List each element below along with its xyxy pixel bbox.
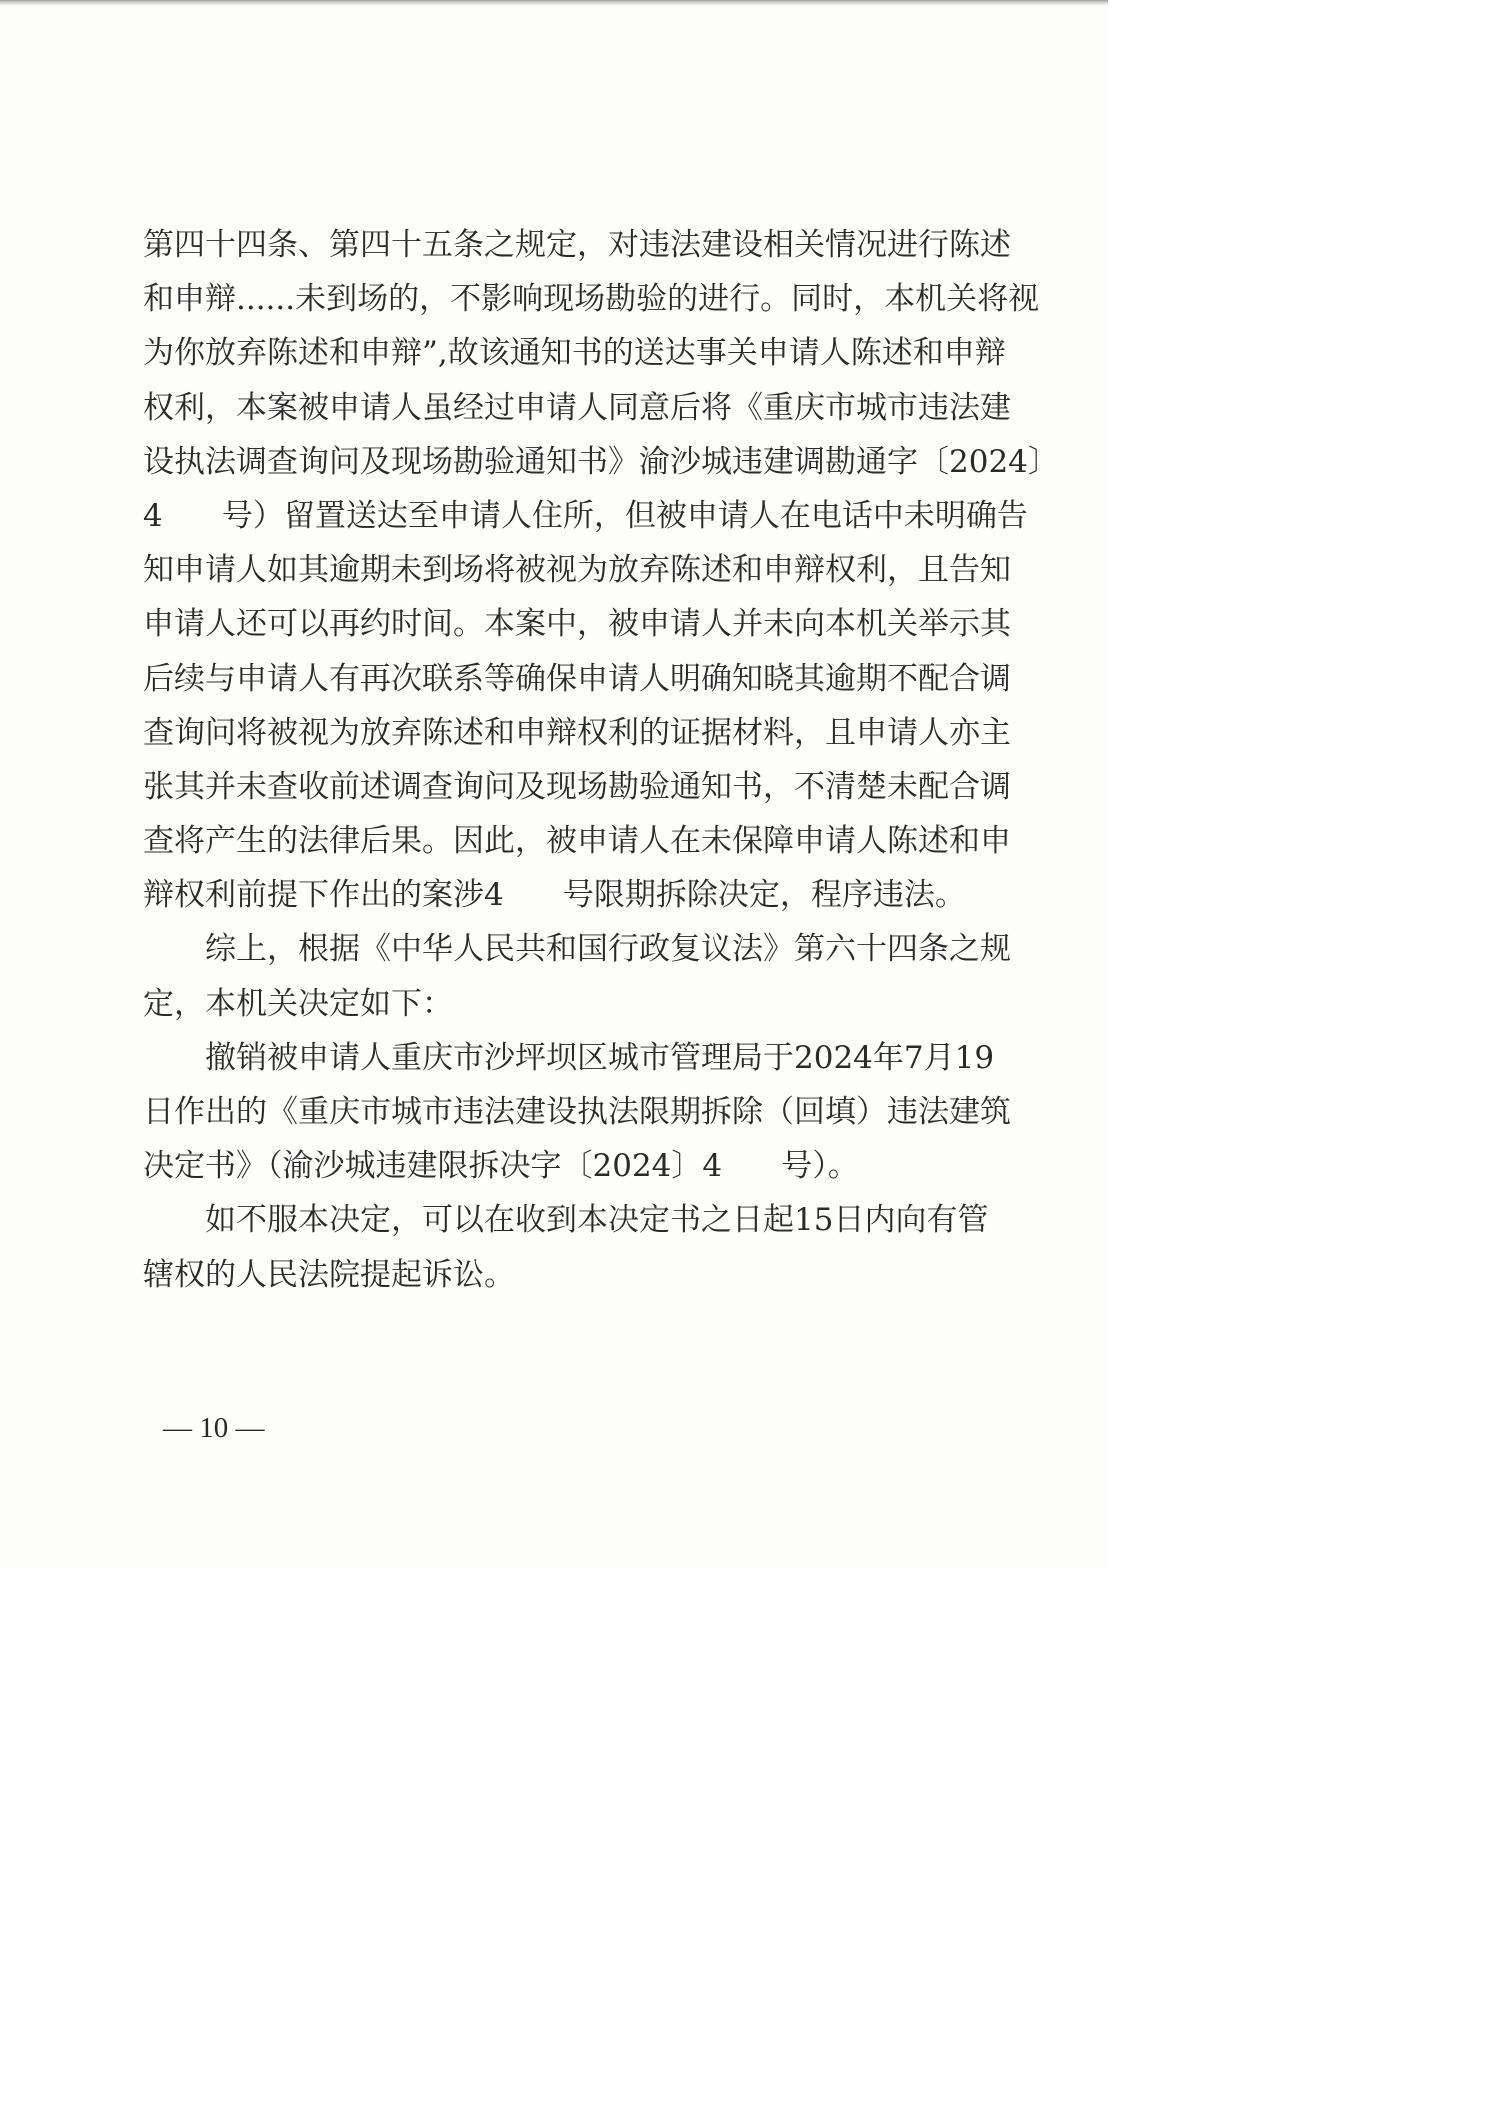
page-number: — 10 — bbox=[163, 1412, 265, 1444]
scan-top-edge bbox=[0, 0, 1108, 6]
text-line: 撤销被申请人重庆市沙坪坝区城市管理局于2024年7月19 bbox=[205, 1039, 995, 1076]
text-line: 辩权利前提下作出的案涉4 号限期拆除决定，程序违法。 bbox=[143, 877, 966, 914]
text-line: 日作出的《重庆市城市违法建设执法限期拆除（回填）违法建筑 bbox=[143, 1094, 1011, 1130]
text-line: 张其并未查收前述调查询问及现场勘验通知书，不清楚未配合调 bbox=[143, 768, 1011, 805]
text-line: 定，本机关决定如下： bbox=[143, 985, 453, 1022]
text-line: 和申辩......未到场的，不影响现场勘验的进行。同时，本机关将视 bbox=[143, 281, 1040, 318]
text-line: 知申请人如其逾期未到场将被视为放弃陈述和申辩权利，且告知 bbox=[143, 552, 1011, 589]
text-line: 决定书》（渝沙城违建限拆决字〔2024〕4 号）。 bbox=[143, 1148, 859, 1185]
document-body bbox=[143, 218, 1059, 1302]
text-line: 辖权的人民法院提起诉讼。 bbox=[143, 1256, 515, 1293]
text-line: 申请人还可以再约时间。本案中，被申请人并未向本机关举示其 bbox=[143, 606, 1011, 643]
text-line: 第四十四条、第四十五条之规定，对违法建设相关情况进行陈述 bbox=[143, 227, 1011, 263]
text-line: 为你放弃陈述和申辩”,故该通知书的送达事关申请人陈述和申辩 bbox=[143, 335, 1006, 372]
text-line: 如不服本决定，可以在收到本决定书之日起15日内向有管 bbox=[205, 1202, 989, 1239]
text-line: 权利，本案被申请人虽经过申请人同意后将《重庆市城市违法建 bbox=[143, 389, 1011, 426]
text-line: 查将产生的法律后果。因此，被申请人在未保障申请人陈述和申 bbox=[143, 823, 1011, 860]
text-line: 后续与申请人有再次联系等确保申请人明确知晓其逾期不配合调 bbox=[143, 660, 1011, 697]
text-line: 查询问将被视为放弃陈述和申辩权利的证据材料，且申请人亦主 bbox=[143, 714, 1011, 751]
text-line: 4 号）留置送达至申请人住所，但被申请人在电话中未明确告 bbox=[143, 497, 1028, 534]
text-line: 设执法调查询问及现场勘验通知书》渝沙城违建调勘通字〔2024〕 bbox=[143, 443, 1059, 480]
text-line: 综上，根据《中华人民共和国行政复议法》第六十四条之规 bbox=[205, 931, 1011, 968]
